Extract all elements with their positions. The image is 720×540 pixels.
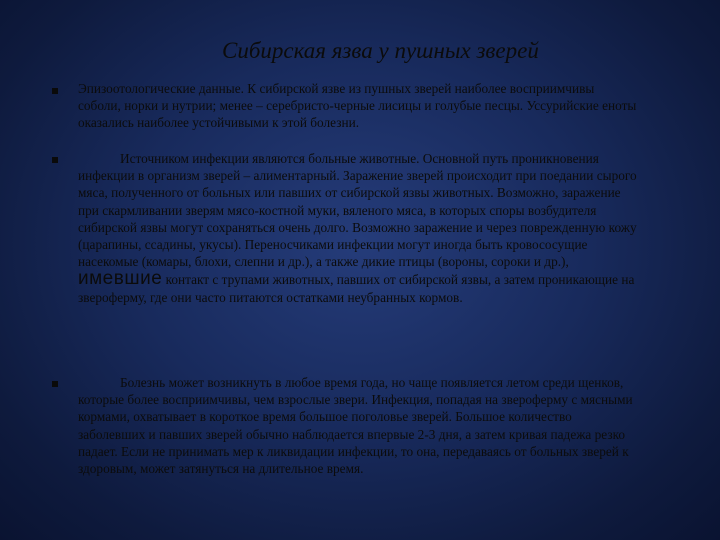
bullet-icon [52,381,58,387]
paragraph-1-text: К сибирской язве из пушных зверей наиболее восприимчивы соболи, норки и нутрии; менее – серебристо-черные лисицы и голубые песцы. Уссурийские еноты оказались наиболее устойчивыми к этой болезни. [78,81,637,131]
paragraph-2-text-a: Источником инфекции являются больные животные. Основной путь проникновения инфекции в организм зверей – алиментарный. Заражение зверей происходит при поедании сырого мяса, полученного от больных или павших от сибирской язвы животных. Возможно, заражение при скармливании зверям мясо-костной муки, вяленого мяса, в которых споры возбудителя сибирской язвы могут сохраняться очень долго. Возможно заражение и через поврежденную кожу (царапины, ссадины, укусы). Переносчиками инфекции могут иногда быть кровососущие насекомые (комары, блохи, слепни и др.), а также дикие птицы (вороны, сороки и др.), [78,151,637,270]
bullet-icon [52,157,58,163]
paragraph-2-text-b: контакт с трупами животных, павших от сибирской язвы, а затем проникающие на звероферму, где они часто питаются остатками неубранных кормов. [78,272,635,305]
paragraph-3-indent [78,375,120,390]
paragraph-2 [78,150,638,306]
bullet-icon [52,88,58,94]
paragraph-1-lead: Эпизоотологические данные. [78,81,244,96]
paragraph-3-text: Болезнь может возникнуть в любое время года, но чаще появляется летом среди щенков, которые более восприимчивы, чем взрослые звери. Инфекция, попадая на звероферму с мясными кормами, охватывает в короткое время большое поголовье зверей. Большое количество заболевших и павших зверей обычно наблюдается впервые 2-3 дня, а затем кривая падежа резко падает. Если не принимать мер к ликвидации инфекции, то она, передаваясь от больных зверей к здоровым, может затянуться на длительное время. [78,375,633,477]
slide-title: Сибирская язва у пушных зверей [222,38,539,63]
paragraph-3 [78,374,638,477]
paragraph-2-indent [78,151,120,166]
paragraph-2-emphasis: имевшие [78,268,163,290]
paragraph-1 [78,80,638,132]
